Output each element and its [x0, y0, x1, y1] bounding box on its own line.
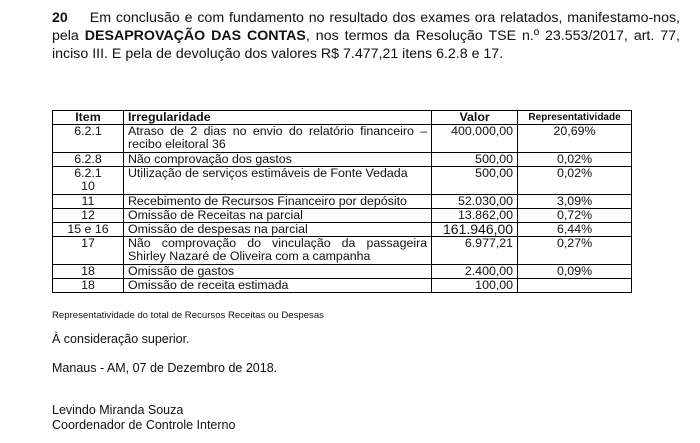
cell-rep: 0,72%: [518, 209, 632, 223]
cell-valor: 161.946,00: [432, 223, 518, 237]
cell-item: 18: [53, 279, 124, 293]
signatory-title: Coordenador de Controle Interno: [52, 418, 236, 432]
cell-desc: Atraso de 2 dias no envio do relatório financeiro – recibo eleitoral 36: [123, 125, 431, 153]
cell-valor: 13.862,00: [432, 209, 518, 223]
paragraph-number: 20: [52, 10, 68, 26]
place-date: Manaus - AM, 07 de Dezembro de 2018.: [52, 361, 278, 375]
signatory-name: Levindo Miranda Souza: [52, 403, 184, 417]
header-irregularidade: Irregularidade: [123, 111, 431, 125]
cell-desc: Recebimento de Recursos Financeiro por depósito: [123, 195, 431, 209]
paragraph-text-after: , nos termos da Resolução TSE n.º 23.553/2017, art. 77, inciso III. E pela de devolução dos valores R$ 7.477,21 itens 6.2.8 e 17.: [52, 28, 681, 62]
table-row: [53, 209, 632, 223]
irregularities-table: [52, 110, 632, 293]
cell-rep: 0,02%: [518, 167, 632, 195]
paragraph-text-before: Em conclusão e com fundamento no resultado dos exames ora relatados, manifestamo-nos, pela: [52, 10, 680, 44]
cell-valor: 100,00: [432, 279, 518, 293]
table-row: [53, 265, 632, 279]
cell-item: 15 e 16: [53, 223, 124, 237]
conclusion-paragraph: [52, 9, 680, 63]
cell-desc: Omissão de Receitas na parcial: [123, 209, 431, 223]
cell-item: 12: [53, 209, 124, 223]
table-row: [53, 167, 632, 195]
cell-rep: 6,44%: [518, 223, 632, 237]
cell-desc: Omissão de receita estimada: [123, 279, 431, 293]
closing-line: À consideração superior.: [52, 332, 190, 346]
table-row: [53, 279, 632, 293]
cell-valor: 400.000,00: [432, 125, 518, 153]
table-row: [53, 223, 632, 237]
table-header-row: [53, 111, 632, 125]
cell-item: 6.2.8: [53, 153, 124, 167]
header-item: Item: [53, 111, 124, 125]
paragraph-bold-verdict: DESAPROVAÇÃO DAS CONTAS: [84, 28, 306, 44]
cell-valor: 52.030,00: [432, 195, 518, 209]
cell-rep: 3,09%: [518, 195, 632, 209]
table-row: [53, 153, 632, 167]
table-row: [53, 237, 632, 265]
table-footnote: Representatividade do total de Recursos Receitas ou Despesas: [52, 310, 324, 321]
header-valor: Valor: [432, 111, 518, 125]
cell-item: 18: [53, 265, 124, 279]
cell-desc: Omissão de despesas na parcial: [123, 223, 431, 237]
cell-rep: 0,09%: [518, 265, 632, 279]
cell-valor: 500,00: [432, 167, 518, 195]
header-representatividade: Representatividade: [518, 111, 632, 125]
cell-valor: 6.977,21: [432, 237, 518, 265]
table-row: [53, 195, 632, 209]
cell-rep: [518, 279, 632, 293]
cell-item: 11: [53, 195, 124, 209]
cell-desc: Utilização de serviços estimáveis de Fonte Vedada: [123, 167, 431, 195]
cell-item: 6.2.1 10: [53, 167, 124, 195]
cell-desc: Omissão de gastos: [123, 265, 431, 279]
cell-valor: 2.400,00: [432, 265, 518, 279]
cell-rep: 20,69%: [518, 125, 632, 153]
cell-rep: 0,02%: [518, 153, 632, 167]
cell-desc: Não comprovação do vinculação da passageira Shirley Nazaré de Oliveira com a campanha: [123, 237, 431, 265]
cell-valor: 500,00: [432, 153, 518, 167]
cell-item: 17: [53, 237, 124, 265]
cell-desc: Não comprovação dos gastos: [123, 153, 431, 167]
cell-rep: 0,27%: [518, 237, 632, 265]
table-row: [53, 125, 632, 153]
cell-item: 6.2.1: [53, 125, 124, 153]
